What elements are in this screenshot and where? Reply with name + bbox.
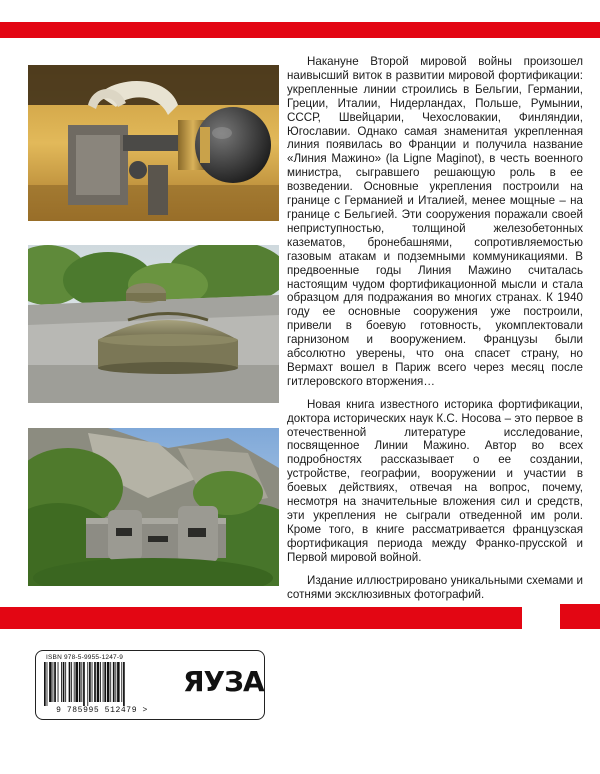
barcode-bar (104, 662, 106, 702)
barcode-bar (97, 662, 100, 702)
barcode-bar (89, 662, 91, 702)
barcode-bar (74, 662, 75, 702)
barcode-bar (110, 662, 111, 702)
right-red-tab (560, 604, 600, 629)
photo-periscope-mechanism (28, 65, 279, 221)
annotation-paragraph-1: Накануне Второй мировой войны произошел наивысший виток в развитии мировой фортификации: укрепленные линии строились в Бельгии, Германии, Греции, Италии, Нидерландах, Польше, Румынии, СССР, Швейцарии, Чехословакии, Финляндии, Югославии. Однако самая знаменитая укрепленная линия появилась во Франции и получила название «Линия Мажино» (la Ligne Maginot), в честь военного министра, сыгравшего решающую роль в ее возведении. Основные укрепления построили на границе с Германией и Италией, менее мощные – на границе с Бельгией. Эти сооружения поражали своей неприступностью, толщиной железобетонных казематов, бронебашнями, сопротивляемостью газовым атакам и подземными коммуникациями. В предвоенные годы Линия Мажино считалась настоящим чудом фортификационной мысли и стала образцом для подражания во многих странах. К 1940 году ее основные сооружения уже построили, привели в боевую готовность, укомплектовали гарнизоном и вооружением. Французы были абсолютно уверены, что она спасет страну, но Вермахт вошел в Париж всего через месяц после гитлеровского вторжения… (287, 55, 583, 388)
barcode-bar (83, 662, 85, 706)
barcode-bar (100, 662, 101, 702)
periscope-photo-illustration (28, 65, 279, 221)
barcode-bar (54, 662, 56, 702)
dome-photo-illustration (28, 245, 279, 403)
annotation-text (287, 55, 583, 610)
barcode-bar (81, 662, 82, 702)
barcode-bar (75, 662, 78, 702)
barcode-bar (49, 662, 52, 702)
barcode-bar (94, 662, 96, 702)
barcode-bar (53, 662, 54, 702)
barcode-bar (71, 662, 72, 702)
barcode-bar (107, 662, 110, 702)
fort-photo-illustration (28, 428, 279, 586)
annotation-paragraph-3: Издание иллюстрировано уникальными схемами и сотнями эксклюзивных фотографий. (287, 573, 583, 601)
publisher-logo: ЯУЗА (183, 665, 264, 698)
barcode-bar (113, 662, 115, 702)
isbn-label: ISBN 978-5-9955-1247-9 (46, 654, 124, 661)
barcode-bar (123, 662, 125, 706)
photo-mountain-fort (28, 428, 279, 586)
barcode-bar (121, 662, 122, 702)
barcode-bar (58, 662, 59, 702)
barcode-icon (44, 662, 156, 706)
barcode-bar (63, 662, 65, 702)
barcode-bar (44, 662, 46, 706)
barcode-digits: 9 785995 512479 > (56, 706, 148, 715)
annotation-paragraph-2: Новая книга известного историка фортификации, доктора исторических наук К.С. Носова – это первое в отечественной литературе исследование, посвященное Линии Мажино. Автор во всех подробностях рассказывает о ее создании, устройстве, географии, вооружении и участии в боевых действиях, отвечая на вопрос, почему, несмотря на значительные вложения сил и средств, эти укрепления не сыграли отведенной им роли. Кроме того, в книге рассматривается французская фортификация периода между Франко-прусской и Первой мировой войной. (287, 397, 583, 564)
top-red-stripe (0, 22, 600, 38)
barcode-bar (47, 662, 48, 706)
barcode-bar (65, 662, 66, 702)
barcode-bar (103, 662, 104, 702)
middle-red-stripe (0, 607, 522, 629)
barcode-bar (115, 662, 116, 702)
barcode-bar (92, 662, 93, 702)
barcode-bar (79, 662, 81, 702)
photo-armored-dome (28, 245, 279, 403)
barcode-bar (117, 662, 120, 702)
barcode-bar (87, 662, 88, 706)
barcode-bar (61, 662, 62, 702)
barcode-bar (69, 662, 71, 702)
